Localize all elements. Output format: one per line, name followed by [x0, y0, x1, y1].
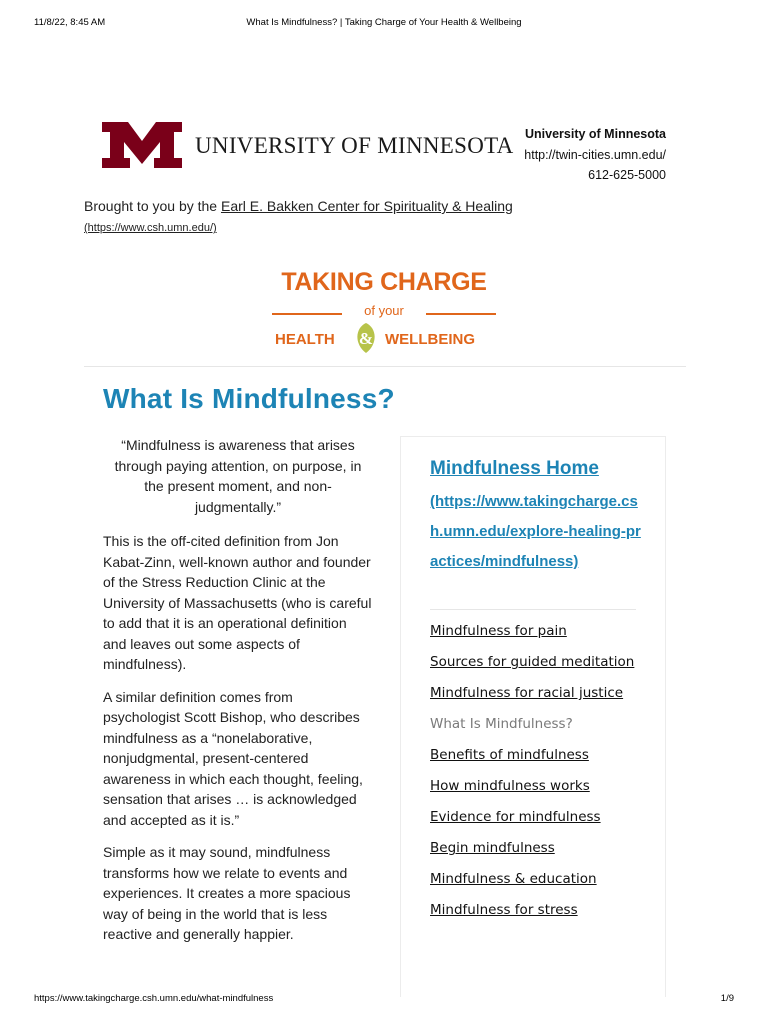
sidebar-item[interactable]: Mindfulness for racial justice — [430, 685, 624, 701]
sidebar-item[interactable]: How mindfulness works — [430, 778, 590, 794]
article-body — [103, 435, 373, 957]
print-footer-url: https://www.takingcharge.csh.umn.edu/what-mindfulness — [34, 993, 274, 1004]
sidebar-nav — [400, 436, 666, 997]
print-page-number: 1/9 — [720, 993, 734, 1004]
print-page-title: What Is Mindfulness? | Taking Charge of Your Health & Wellbeing — [246, 17, 522, 28]
umn-block-m-logo[interactable] — [102, 122, 182, 168]
taking-charge-logo[interactable] — [266, 268, 502, 356]
logo-of-your: of your — [364, 303, 404, 318]
definition-quote: “Mindfulness is awareness that arises through paying attention, on purpose, in the present moment, and non-judgmentally.” — [114, 437, 362, 515]
umn-wordmark[interactable]: UNIVERSITY OF MINNESOTA — [195, 133, 514, 158]
sidebar-item[interactable]: Mindfulness & education — [430, 871, 597, 887]
sidebar-item-current: What Is Mindfulness? — [430, 716, 573, 732]
sidebar-list — [430, 620, 640, 930]
article-paragraph: This is the off-cited definition from Jon Kabat-Zinn, well-known author and founder of the Stress Reduction Clinic at the University of Massachusetts (who is careful to add that it is an operational definition and leaves out some aspects of mindfulness). — [103, 533, 372, 672]
leaf-ampersand-icon — [352, 322, 380, 354]
article-paragraph: Simple as it may sound, mindfulness transforms how we relate to events and experiences. It creates a more spacious way of being in the world that is less reactive and generally happier. — [103, 844, 351, 942]
umn-contact-phone: 612-625-5000 — [588, 168, 666, 182]
umn-contact-url[interactable]: http://twin-cities.umn.edu/ — [524, 147, 666, 162]
logo-rule-right — [426, 313, 496, 315]
umn-contact — [524, 124, 666, 186]
logo-title: TAKING CHARGE — [281, 268, 487, 296]
sponsor-url[interactable]: (https://www.csh.umn.edu/) — [84, 222, 217, 234]
logo-amp: & — [358, 329, 374, 348]
sponsor-link[interactable]: Earl E. Bakken Center for Spirituality & Healing — [220, 198, 513, 214]
sidebar-item[interactable]: Benefits of mindfulness — [430, 747, 589, 763]
sponsor-prefix: Brought to you by the — [84, 198, 221, 214]
article-paragraph: A similar definition comes from psychologist Scott Bishop, who describes mindfulness as a “nonelaborative, nonjudgmental, present-centered awareness in which each thought, feeling, sensation that arises … is acknowledged and accepted as it is.” — [103, 688, 363, 828]
sidebar-home-url[interactable]: (https://www.takingcharge.csh.umn.edu/explore-healing-practices/mindfulness) — [430, 493, 641, 570]
logo-wellbeing: WELLBEING — [385, 331, 475, 348]
sidebar-item[interactable]: Evidence for mindfulness — [430, 809, 601, 825]
sidebar-divider — [430, 609, 636, 610]
logo-health: HEALTH — [275, 331, 335, 348]
sidebar-item[interactable]: Begin mindfulness — [430, 840, 555, 856]
sidebar-item[interactable]: Mindfulness for pain — [430, 623, 567, 639]
umn-contact-name: University of Minnesota — [525, 127, 666, 141]
sidebar-home-link[interactable]: Mindfulness Home — [430, 458, 599, 479]
sidebar-item[interactable]: Mindfulness for stress — [430, 902, 578, 918]
print-datetime: 11/8/22, 8:45 AM — [34, 17, 106, 28]
sponsor-line — [84, 198, 513, 214]
header-divider — [84, 366, 686, 367]
page-title: What Is Mindfulness? — [103, 383, 395, 414]
sidebar-item[interactable]: Sources for guided meditation — [430, 654, 635, 670]
